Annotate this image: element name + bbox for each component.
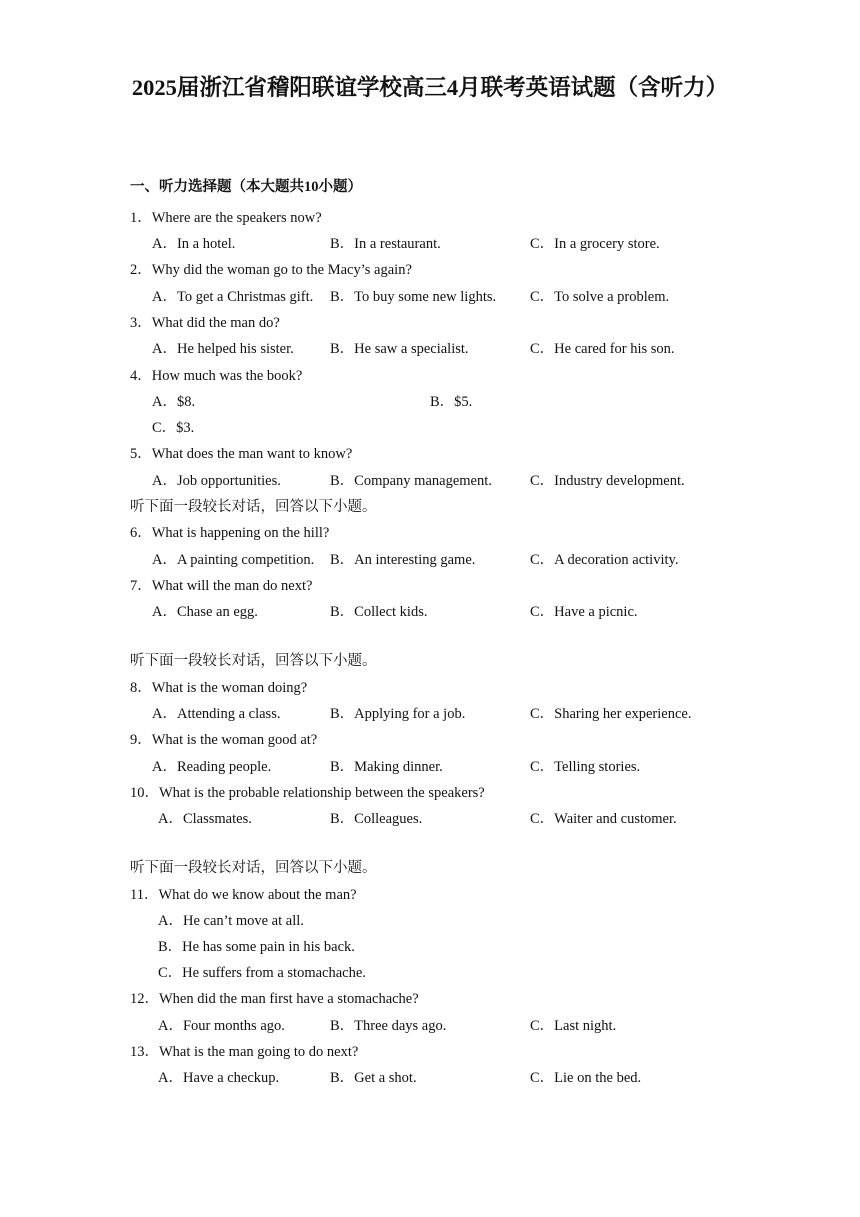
q7-option-a[interactable]: A．Chase an egg. [152, 604, 258, 620]
question-3: 3．What did the man do? [130, 315, 280, 331]
question-2: 2．Why did the woman go to the Macy’s again? [130, 262, 412, 278]
question-12: 12．When did the man first have a stomachache? [130, 991, 419, 1007]
question-7: 7．What will the man do next? [130, 578, 313, 594]
q4-option-b[interactable]: B．$5. [430, 394, 473, 410]
question-9: 9．What is the woman good at? [130, 732, 318, 748]
q1-option-a[interactable]: A．In a hotel. [152, 236, 236, 252]
q6-option-a[interactable]: A．A painting competition. [152, 552, 315, 568]
q11-option-a[interactable]: A．He can’t move at all. [158, 913, 304, 929]
instruction-note: 听下面一段较长对话，回答以下小题。 [130, 499, 377, 515]
question-13: 13．What is the man going to do next? [130, 1044, 359, 1060]
q7-option-c[interactable]: C．Have a picnic. [530, 604, 638, 620]
question-6: 6．What is happening on the hill? [130, 525, 330, 541]
q4-option-c[interactable]: C．$3. [152, 420, 195, 436]
q9-option-b[interactable]: B．Making dinner. [330, 759, 443, 775]
q3-option-a[interactable]: A．He helped his sister. [152, 341, 294, 357]
instruction-note: 听下面一段较长对话，回答以下小题。 [130, 860, 377, 876]
q10-option-b[interactable]: B．Colleagues. [330, 811, 423, 827]
q13-option-a[interactable]: A．Have a checkup. [158, 1070, 280, 1086]
q13-option-c[interactable]: C．Lie on the bed. [530, 1070, 642, 1086]
q5-option-b[interactable]: B．Company management. [330, 473, 492, 489]
q10-option-c[interactable]: C．Waiter and customer. [530, 811, 677, 827]
q9-option-c[interactable]: C．Telling stories. [530, 759, 641, 775]
q11-option-c[interactable]: C．He suffers from a stomachache. [158, 965, 366, 981]
question-5: 5．What does the man want to know? [130, 446, 353, 462]
question-4: 4．How much was the book? [130, 368, 303, 384]
q8-option-b[interactable]: B．Applying for a job. [330, 706, 466, 722]
q6-option-b[interactable]: B．An interesting game. [330, 552, 476, 568]
q1-option-b[interactable]: B．In a restaurant. [330, 236, 441, 252]
q3-option-b[interactable]: B．He saw a specialist. [330, 341, 469, 357]
q2-option-b[interactable]: B．To buy some new lights. [330, 289, 497, 305]
q10-option-a[interactable]: A．Classmates. [158, 811, 252, 827]
q2-option-c[interactable]: C．To solve a problem. [530, 289, 670, 305]
question-10: 10．What is the probable relationship between the speakers? [130, 785, 485, 801]
question-11: 11．What do we know about the man? [130, 887, 357, 903]
q5-option-c[interactable]: C．Industry development. [530, 473, 685, 489]
q3-option-c[interactable]: C．He cared for his son. [530, 341, 675, 357]
section-heading: 一、听力选择题（本大题共10小题） [130, 179, 362, 195]
instruction-note: 听下面一段较长对话，回答以下小题。 [130, 653, 377, 669]
q5-option-a[interactable]: A．Job opportunities. [152, 473, 281, 489]
q6-option-c[interactable]: C．A decoration activity. [530, 552, 679, 568]
q7-option-b[interactable]: B．Collect kids. [330, 604, 428, 620]
q2-option-a[interactable]: A．To get a Christmas gift. [152, 289, 314, 305]
q8-option-c[interactable]: C．Sharing her experience. [530, 706, 692, 722]
q4-option-a[interactable]: A．$8. [152, 394, 196, 410]
q9-option-a[interactable]: A．Reading people. [152, 759, 272, 775]
q12-option-b[interactable]: B．Three days ago. [330, 1018, 447, 1034]
question-8: 8．What is the woman doing? [130, 680, 308, 696]
q12-option-c[interactable]: C．Last night. [530, 1018, 617, 1034]
page-title: 2025届浙江省稽阳联谊学校高三4月联考英语试题（含听力） [131, 75, 729, 100]
q8-option-a[interactable]: A．Attending a class. [152, 706, 281, 722]
question-1: 1．Where are the speakers now? [130, 210, 322, 226]
q11-option-b[interactable]: B．He has some pain in his back. [158, 939, 355, 955]
q1-option-c[interactable]: C．In a grocery store. [530, 236, 660, 252]
q13-option-b[interactable]: B．Get a shot. [330, 1070, 417, 1086]
q12-option-a[interactable]: A．Four months ago. [158, 1018, 285, 1034]
